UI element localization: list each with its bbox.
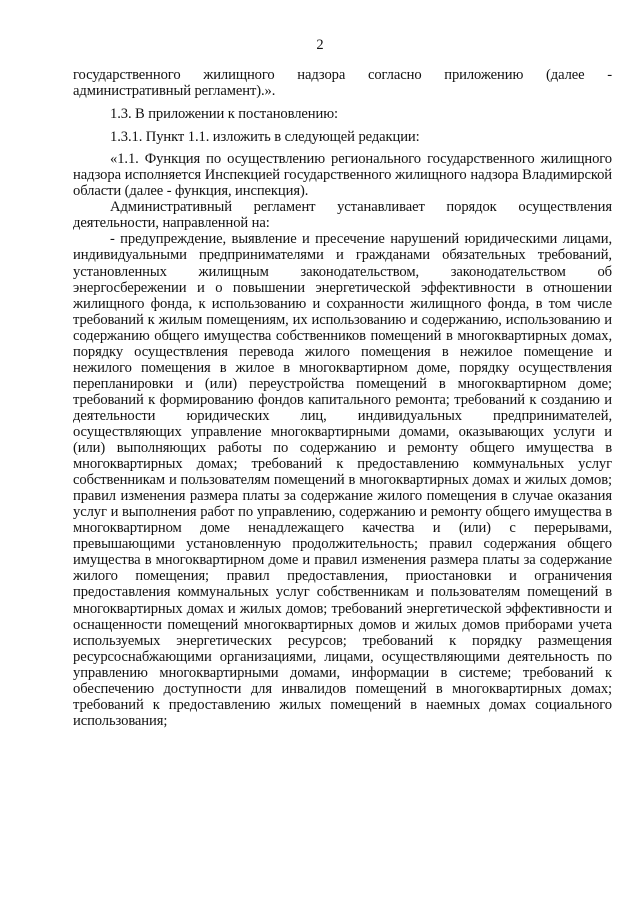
paragraph-1-3: 1.3. В приложении к постановлению:: [110, 106, 338, 123]
paragraph-continuation: [73, 67, 612, 99]
continuation-line-1: государственного жилищного надзора согласно приложению (далее -: [73, 67, 612, 83]
paragraph-1-1-function: «1.1. Функция по осуществлению регионального государственного жилищного надзора исполняется Инспекцией государственного жилищного надзора Владимирской области (далее - функция, инспекция).: [73, 151, 612, 200]
paragraph-1-3-1: 1.3.1. Пункт 1.1. изложить в следующей редакции:: [110, 129, 420, 146]
document-body: [73, 67, 612, 729]
paragraph-regulation-scope: Административный регламент устанавливает порядок осуществления деятельности, направленной на:: [73, 199, 612, 232]
continuation-line-2: административный регламент).».: [73, 83, 276, 100]
paragraph-list-item-prevention: - предупреждение, выявление и пресечение нарушений юридическими лицами, индивидуальными предпринимателями и гражданами обязательных требований, установленных жилищным законодательством, законодательством об энергосбережении и о повышении энергетической эффективности в отношении жилищного фонда, к использованию и сохранности жилищного фонда, в том числе требований к жилым помещениям, их использованию и содержанию, использованию и содержанию общего имущества собственников помещений в многоквартирных домах, порядку осуществления перевода жилого помещения в нежилое помещение и нежилого помещения в жилое в многоквартирном доме, порядку осуществления перепланировки и (или) переустройства помещений в многоквартирном доме; требований к формированию фондов капитального ремонта; требований к созданию и деятельности юридических лиц, индивидуальных предпринимателей, осуществляющих управление многоквартирными домами, оказывающих услуги и (или) выполняющих работы по содержанию и ремонту общего имущества в многоквартирных домах; требований к предоставлению коммунальных услуг собственникам и пользователям помещений в многоквартирных домах и жилых домов; правил изменения размера платы за содержание жилого помещения в случае оказания услуг и выполнения работ по управлению, содержанию и ремонту общего имущества в многоквартирном доме ненадлежащего качества и (или) с перерывами, превышающими установленную продолжительность; правил содержания общего имущества в многоквартирном доме и правил изменения размера платы за содержание жилого помещения; правил предоставления, приостановки и ограничения предоставления коммунальных услуг собственникам и пользователям помещений в многоквартирных домах и жилых домов; требований энергетической эффективности и оснащенности помещений многоквартирных домов и жилых домов приборами учета используемых энергетических ресурсов; требований к порядку размещения ресурсоснабжающими организациями, лицами, осуществляющими деятельность по управлению многоквартирными домами, информации в системе; требований к обеспечению доступности для инвалидов помещений в многоквартирных домах; требований к предоставлению жилых помещений в наемных домах социального использования;: [73, 231, 612, 729]
page-number: 2: [316, 37, 324, 53]
